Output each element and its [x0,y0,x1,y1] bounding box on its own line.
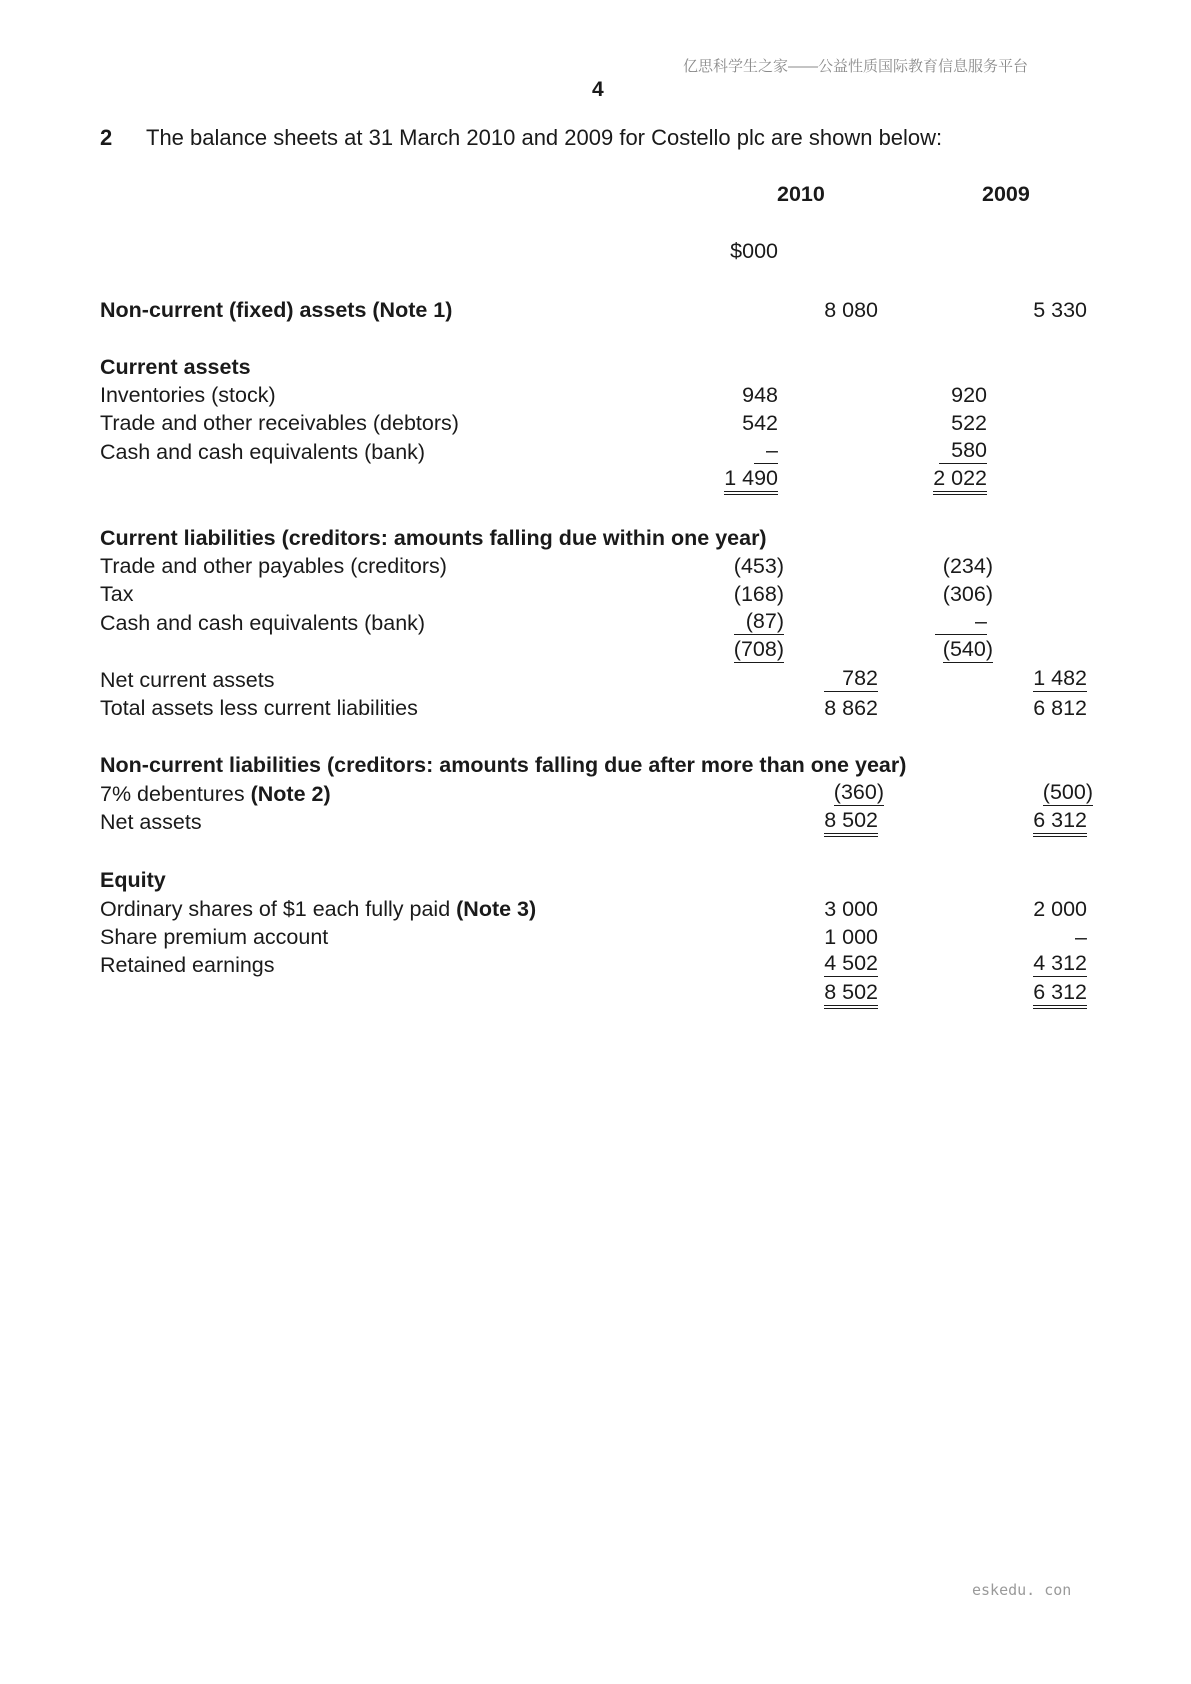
ordinary-shares-row [0,895,1191,923]
value-2009: 580 [939,438,987,464]
section-heading: Equity [100,868,166,892]
value-2010: – [754,438,778,464]
share-premium-row [0,923,1191,951]
row-label: Inventories (stock) [100,383,276,407]
total-2009: 6 312 [1033,980,1087,1009]
row-label: Cash and cash equivalents (bank) [100,611,426,635]
section-heading: Current liabilities (creditors: amounts falling due within one year) [100,526,767,550]
page-number: 4 [592,78,604,101]
year-header-row [0,180,1191,208]
row-label: Retained earnings [100,953,275,977]
row-label: Cash and cash equivalents (bank) [100,440,426,464]
question-text: The balance sheets at 31 March 2010 and 2009 for Costello plc are shown below: [146,125,943,150]
note-reference: (Note 3) [456,897,537,921]
tax-row [0,580,1191,608]
value-2010: 782 [824,666,878,692]
value-2009: 6 312 [1033,808,1087,837]
row-label: Net current assets [100,668,275,692]
value-2009: (306) [942,582,993,606]
note-reference: (Note 2) [250,782,331,806]
retained-earnings-row [0,951,1191,979]
value-2009: 5 330 [1033,298,1087,322]
current-assets-total-row [0,466,1191,494]
value-2009: 4 312 [1033,951,1087,975]
value-2009: 6 812 [1033,696,1087,720]
cash-assets-row [0,438,1191,466]
total-assets-less-cl-row [0,694,1191,722]
row-label: Non-current (fixed) assets (Note 1) [100,298,453,322]
row-label [100,895,536,923]
row-label-text: 7% debentures [100,782,251,806]
total-2010: 8 502 [824,980,878,1009]
value-2010: (453) [733,554,784,578]
non-current-assets-row [0,296,1191,324]
value-2009: – [935,609,987,635]
row-label: Trade and other payables (creditors) [100,554,447,578]
equity-heading-row [0,866,1191,894]
question-number: 2 [100,125,113,150]
section-heading: Non-current liabilities (creditors: amounts falling due after more than one year) [100,753,907,777]
value-2010: 4 502 [824,951,878,975]
current-liabilities-heading-row [0,524,1191,552]
row-label: Tax [100,582,134,606]
payables-row [0,552,1191,580]
subtotal-2010: (708) [733,637,784,661]
value-2010: 542 [742,411,778,435]
value-2010: 1 000 [824,925,878,949]
cash-liabilities-row [0,609,1191,637]
value-2009: 522 [951,411,987,435]
value-2010: (360) [833,780,884,804]
subtotal-2009: 2 022 [933,466,987,495]
unit-label: $000 [730,239,778,263]
row-label: Trade and other receivables (debtors) [100,411,459,435]
net-current-assets-row [0,666,1191,694]
value-2010: 948 [742,383,778,407]
row-label: Total assets less current liabilities [100,696,418,720]
value-2009: (500) [1042,780,1093,804]
receivables-row [0,409,1191,437]
value-2010: 8 862 [824,696,878,720]
equity-total-row [0,980,1191,1008]
value-2010: 3 000 [824,897,878,921]
value-2010: (87) [734,609,784,635]
value-2009: 1 482 [1033,666,1087,690]
unit-row [0,237,1191,265]
debentures-row [0,780,1191,808]
current-assets-heading-row [0,353,1191,381]
net-assets-row [0,808,1191,836]
value-2009: (234) [942,554,993,578]
value-2009: – [1075,925,1087,949]
value-2010: (168) [733,582,784,606]
inventories-row [0,381,1191,409]
section-heading: Current assets [100,355,251,379]
value-2010: 8 502 [824,808,878,837]
row-label: Net assets [100,810,202,834]
value-2010: 8 080 [824,298,878,322]
row-label: Share premium account [100,925,329,949]
subtotal-2009: (540) [942,637,993,661]
value-2009: 2 000 [1033,897,1087,921]
value-2009: 920 [951,383,987,407]
site-header-text: 亿思科学生之家——公益性质国际教育信息服务平台 [683,58,1029,75]
year-2010-heading: 2010 [777,182,825,206]
row-label-text: Ordinary shares of $1 each fully paid [100,897,457,921]
subtotal-2010: 1 490 [724,466,778,495]
row-label [100,780,331,808]
current-liabilities-total-row [0,637,1191,665]
year-2009-heading: 2009 [982,182,1030,206]
non-current-liabilities-heading-row [0,751,1191,779]
footer-watermark: eskedu. con [972,1581,1072,1599]
